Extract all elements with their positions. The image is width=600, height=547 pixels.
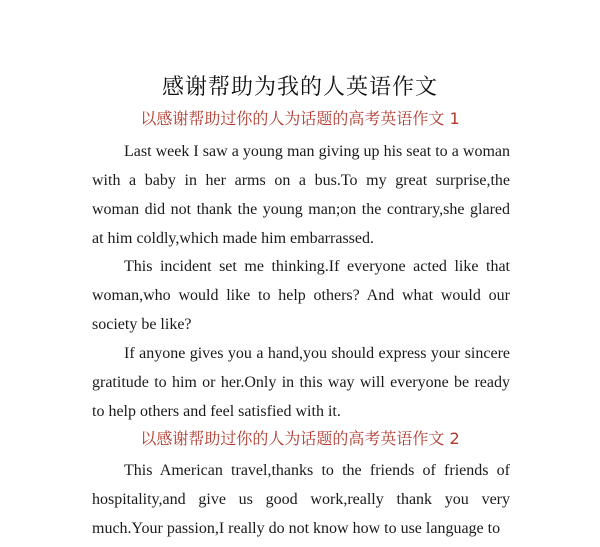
section-heading-1: 以感谢帮助过你的人为话题的高考英语作文 1 bbox=[140, 109, 460, 128]
paragraph-1: Last week I saw a young man giving up his seat to a woman with a baby in her arms on a bus.To my great surprise,the woman did not thank the young man;on the contrary,she glared at him coldly,which made him embarrassed. bbox=[92, 143, 510, 247]
paragraph-3: If anyone gives you a hand,you should express your sincere gratitude to him or her.Only in this way will everyone be ready to help others and feel satisfied with it. bbox=[92, 345, 510, 420]
section-heading-2: 以感谢帮助过你的人为话题的高考英语作文 2 bbox=[140, 429, 460, 448]
paragraph-2: This incident set me thinking.If everyone acted like that woman,who would like to help others? And what would our society be like? bbox=[92, 258, 510, 333]
document-title: 感谢帮助为我的人英语作文 bbox=[161, 75, 438, 100]
paragraph-4: This American travel,thanks to the friends of friends of hospitality,and give us good work,really thank you very much.Your passion,I really do not know how to use language to bbox=[92, 462, 510, 537]
